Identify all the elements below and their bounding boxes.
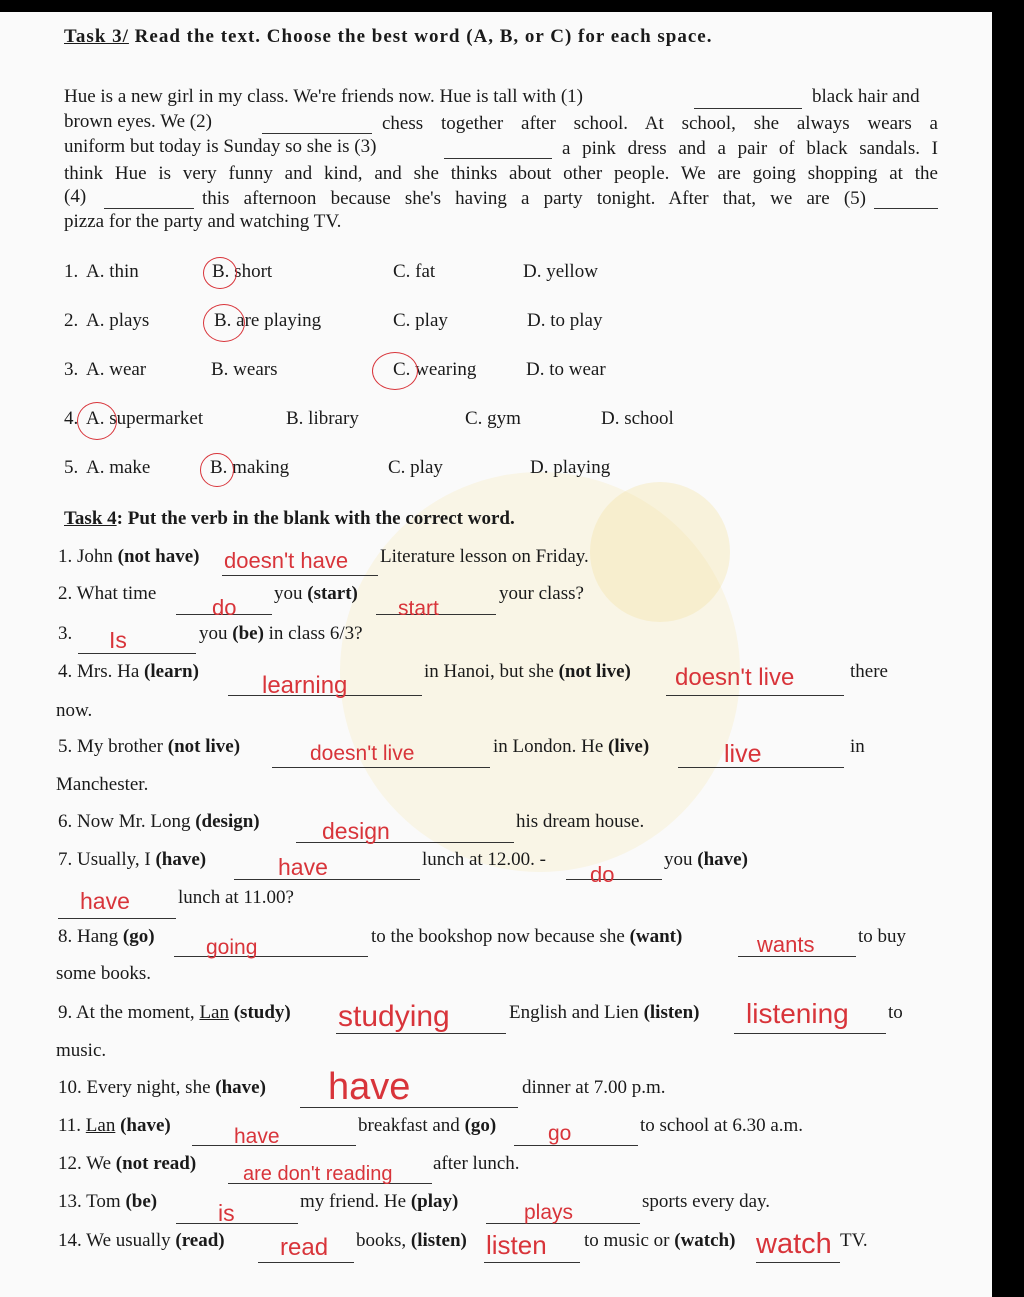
s9-verb-2: (listen): [643, 1002, 700, 1023]
s7-answer-3: have: [80, 888, 130, 914]
s8-mid: to the bookshop now because she (want): [371, 926, 683, 947]
q4-answer-circle: [77, 402, 117, 440]
s2-mid: you (start): [274, 583, 358, 604]
s13-verb-1: (be): [125, 1191, 158, 1212]
s6-verb: (design): [195, 811, 260, 832]
s5-answer-1: doesn't live: [310, 742, 415, 765]
q3-option-c: C. wearing: [393, 359, 477, 380]
s11-verb-2: (go): [464, 1115, 497, 1136]
task4-number: Task 4: [64, 508, 117, 529]
s14-mid-1: books, (listen): [356, 1230, 467, 1251]
s7-blank-3: [58, 918, 176, 919]
s11-answer-1: have: [234, 1125, 280, 1148]
s14-blank-3: [756, 1262, 840, 1263]
q2-option-d: D. to play: [527, 310, 603, 331]
s9-continued: music.: [56, 1040, 107, 1061]
q3-option-d: D. to wear: [526, 359, 606, 380]
s5-mid: in London. He (live): [493, 736, 650, 757]
passage-line-4: think Hue is very funny and kind, and she thinks about other people. We are going shopping at the: [64, 163, 938, 184]
s11-end: to school at 6.30 a.m.: [640, 1115, 804, 1136]
q5-option-a: A. make: [86, 457, 151, 478]
s2-answer-1: do: [212, 595, 237, 620]
s3-blank: [78, 653, 196, 654]
s4-end: there: [850, 661, 888, 682]
blank-1: [694, 108, 802, 109]
s7-end: you (have): [664, 849, 748, 870]
s8-start: 8. Hang (go): [58, 926, 155, 947]
s8-verb-2: (want): [629, 926, 683, 947]
q2-answer-circle: [203, 304, 245, 342]
s7-answer-2: do: [590, 862, 615, 887]
s7-start: 7. Usually, I (have): [58, 849, 207, 870]
passage-line-3b: a pink dress and a pair of black sandals. I: [562, 138, 938, 159]
s14-verb-2: (listen): [410, 1230, 467, 1251]
s13-answer-1: is: [218, 1200, 235, 1226]
s9-answer-2: listening: [746, 998, 849, 1029]
s4-answer-2: doesn't live: [675, 664, 795, 691]
s2-answer-2: start: [398, 597, 439, 620]
passage-line-5a: (4): [64, 186, 87, 207]
s4-answer-1: learning: [262, 672, 348, 699]
s10-end: dinner at 7.00 p.m.: [522, 1077, 666, 1098]
task4-instruction: : Put the verb in the blank with the correct word.: [116, 508, 515, 529]
q4-option-d: D. school: [601, 408, 674, 429]
s9-answer-1: studying: [338, 1000, 450, 1033]
s2-verb: (start): [307, 583, 358, 604]
s7-verb-2: (have): [697, 849, 748, 870]
s8-end: to buy: [858, 926, 907, 947]
s3-rest: you (be) in class 6/3?: [199, 623, 363, 644]
task4-heading: [64, 508, 515, 530]
s1-rest: Literature lesson on Friday.: [380, 546, 589, 567]
s7-mid: lunch at 12.00. -: [422, 849, 547, 870]
s11-mid: breakfast and (go): [358, 1115, 497, 1136]
s13-mid: my friend. He (play): [300, 1191, 459, 1212]
passage-line-3a: uniform but today is Sunday so she is (3): [64, 136, 377, 157]
s1-verb: (not have): [117, 546, 200, 567]
q4-option-b: B. library: [286, 408, 359, 429]
s9-verb-1: (study): [233, 1002, 291, 1023]
s13-answer-2: plays: [524, 1201, 574, 1224]
s6-answer: design: [322, 818, 390, 844]
q4-option-c: C. gym: [465, 408, 521, 429]
q3-option-a: A. wear: [86, 359, 147, 380]
s6-start: 6. Now Mr. Long (design): [58, 811, 260, 832]
task3-heading: [64, 26, 712, 48]
s5-start: 5. My brother (not live): [58, 736, 241, 757]
q4-number: 4.: [64, 408, 79, 429]
s14-mid-2: to music or (watch): [584, 1230, 736, 1251]
q2-option-b: B. are playing: [214, 310, 322, 331]
passage-line-2a: brown eyes. We (2): [64, 111, 212, 132]
s12-answer: are don't reading: [243, 1163, 393, 1185]
s11-start: 11. Lan (have): [58, 1115, 171, 1136]
s12-end: after lunch.: [433, 1153, 520, 1174]
s14-blank-2: [484, 1262, 580, 1263]
passage-line-1b: black hair and: [812, 86, 920, 107]
s8-verb-1: (go): [122, 926, 155, 947]
q2-option-a: A. plays: [86, 310, 150, 331]
passage-line-1a: Hue is a new girl in my class. We're friends now. Hue is tall with (1): [64, 86, 584, 107]
s7-continued: lunch at 11.00?: [178, 887, 294, 908]
s7-verb-1: (have): [155, 849, 207, 870]
s14-end: TV.: [840, 1230, 868, 1251]
s3-verb: (be): [232, 623, 264, 644]
passage-line-6: pizza for the party and watching TV.: [64, 211, 342, 232]
q5-answer-circle: [200, 453, 234, 487]
passage-line-5b: this afternoon because she's having a party tonight. After that, we are (5): [202, 188, 866, 209]
s6-end: his dream house.: [516, 811, 645, 832]
blank-3: [444, 158, 552, 159]
s8-answer-2: wants: [757, 932, 815, 957]
s14-answer-2: listen: [486, 1230, 547, 1260]
task3-number: Task 3/: [64, 26, 129, 47]
s8-blank-1: [174, 956, 368, 957]
q1-number: 1.: [64, 261, 79, 282]
s14-verb-3: (watch): [674, 1230, 736, 1251]
s9-blank-2: [734, 1033, 886, 1034]
s4-continued: now.: [56, 700, 93, 721]
s4-mid: in Hanoi, but she (not live): [424, 661, 631, 682]
q5-option-d: D. playing: [530, 457, 611, 478]
q1-option-b: B. short: [212, 261, 273, 282]
s5-end: in: [850, 736, 865, 757]
task3-instruction: Read the text. Choose the best word (A, B, or C) for each space.: [134, 26, 713, 47]
q3-option-b: B. wears: [211, 359, 278, 380]
q5-option-b: B. making: [210, 457, 290, 478]
q2-number: 2.: [64, 310, 79, 331]
s10-start: 10. Every night, she (have): [58, 1077, 266, 1098]
s1-text: 1. John (not have): [58, 546, 200, 567]
q5-option-c: C. play: [388, 457, 443, 478]
passage-line-2b: chess together after school. At school, she always wears a: [382, 113, 938, 134]
q1-option-d: D. yellow: [523, 261, 598, 282]
q1-option-a: A. thin: [86, 261, 139, 282]
s3-answer: Is: [109, 627, 127, 653]
s9-start: 9. At the moment, Lan (study): [58, 1002, 291, 1023]
q4-option-a: A. supermarket: [86, 408, 204, 429]
s4-blank-2: [666, 695, 844, 696]
blank-2: [262, 133, 372, 134]
s14-start: 14. We usually (read): [58, 1230, 225, 1251]
s5-verb-2: (live): [608, 736, 650, 757]
s12-verb: (not read): [115, 1153, 197, 1174]
s4-start: 4. Mrs. Ha (learn): [58, 661, 199, 682]
s11-name: Lan: [85, 1115, 116, 1136]
s9-end: to: [888, 1002, 903, 1023]
s11-answer-2: go: [548, 1122, 572, 1145]
s5-blank-1: [272, 767, 490, 768]
s14-answer-1: read: [280, 1234, 329, 1261]
q2-option-c: C. play: [393, 310, 448, 331]
s2-start: 2. What time: [58, 583, 157, 604]
s9-name: Lan: [199, 1002, 229, 1023]
blank-5: [874, 208, 938, 209]
s3-start: 3.: [58, 623, 73, 644]
s8-continued: some books.: [56, 963, 151, 984]
s7-answer-1: have: [278, 854, 328, 880]
s5-continued: Manchester.: [56, 774, 149, 795]
s13-verb-2: (play): [410, 1191, 459, 1212]
s4-verb-2: (not live): [558, 661, 631, 682]
s10-verb: (have): [215, 1077, 266, 1098]
s8-answer-1: going: [206, 936, 258, 959]
s14-blank-1: [258, 1262, 354, 1263]
s1-blank: [222, 575, 378, 576]
q3-answer-circle: [372, 352, 418, 390]
s13-blank-1: [176, 1223, 298, 1224]
s9-mid: English and Lien (listen): [509, 1002, 700, 1023]
q3-number: 3.: [64, 359, 79, 380]
s5-verb-1: (not live): [167, 736, 241, 757]
blank-4: [104, 208, 194, 209]
q5-number: 5.: [64, 457, 79, 478]
s11-verb-1: (have): [120, 1115, 171, 1136]
s14-answer-3: watch: [756, 1228, 832, 1260]
s1-answer: doesn't have: [224, 548, 349, 573]
s4-verb-1: (learn): [144, 661, 199, 682]
s12-start: 12. We (not read): [58, 1153, 197, 1174]
s2-end: your class?: [499, 583, 584, 604]
q1-option-c: C. fat: [393, 261, 436, 282]
s14-verb-1: (read): [175, 1230, 225, 1251]
worksheet-page: [0, 12, 992, 1297]
s10-answer: have: [328, 1066, 411, 1108]
s11-blank-2: [514, 1145, 638, 1146]
s13-end: sports every day.: [642, 1191, 771, 1212]
q1-answer-circle: [203, 257, 237, 289]
s13-start: 13. Tom (be): [58, 1191, 158, 1212]
s5-answer-2: live: [724, 740, 762, 768]
